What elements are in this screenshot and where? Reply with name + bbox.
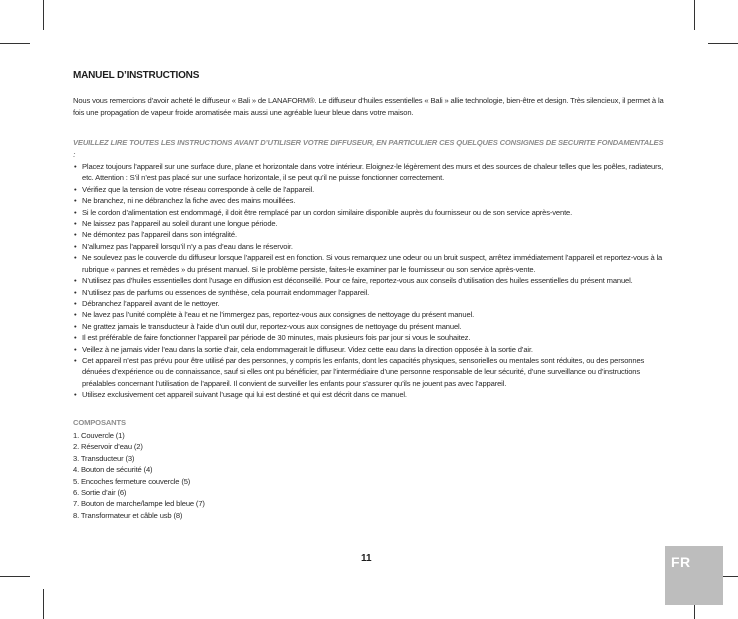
list-item: • Ne lavez pas l’unité complète à l’eau et ne l’immergez pas, reportez-vous aux consignes de nettoyage du présent manuel. [73,309,665,320]
crop-mark [43,0,44,30]
component-item: 4. Bouton de sécurité (4) [73,465,153,475]
list-item: • Ne soulevez pas le couvercle du diffuseur lorsque l’appareil est en fonction. Si vous remarquez une odeur ou un bruit suspect, arrêtez immédiatement l’appareil et reportez-vous à la rubrique « pannes et remèdes » du présent manuel. Si le problème persiste, faites-le examiner par le fournisseur ou son service après-vente. [73,252,665,275]
safety-list [73,161,665,401]
list-item: • Débranchez l’appareil avant de le nettoyer. [73,298,665,309]
crop-mark [0,576,30,577]
components-heading: COMPOSANTS [73,417,126,427]
language-tab [665,546,723,605]
component-item: 5. Encoches fermeture couvercle (5) [73,476,191,486]
component-item: 3. Transducteur (3) [73,453,135,463]
components-list [73,430,665,521]
list-item: • Utilisez exclusivement cet appareil suivant l’usage qui lui est destiné et qui est décrit dans ce manuel. [73,389,665,400]
list-item: • Ne démontez pas l’appareil dans son intégralité. [73,229,665,240]
crop-mark [708,43,738,44]
list-item: • Cet appareil n’est pas prévu pour être utilisé par des personnes, y compris les enfants, dont les capacités physiques, sensorielles ou mentales sont réduites, ou des personnes dénuées d’expérience ou de connaissance, sauf si elles ont pu bénéficier, par l’intermédiaire d’une personne responsable de leur sécurité, d’une surveillance ou d’instructions préalables concernant l’utilisation de l’appareil. Il convient de surveiller les enfants pour s’assurer qu’ils ne jouent pas avec l’appareil. [73,355,665,389]
component-item: 6. Sortie d’air (6) [73,488,127,497]
component-item: 7. Bouton de marche/lampe led bleue (7) [73,499,205,509]
list-item: • Ne branchez, ni ne débranchez la fiche avec des mains mouillées. [73,195,665,206]
safety-warning-heading: VEUILLEZ LIRE TOUTES LES INSTRUCTIONS AVANT D’UTILISER VOTRE DIFFUSEUR, EN PARTICULIER CES QUELQUES CONSIGNES DE SECURITE FONDAMENTALES : [73,138,664,159]
crop-mark [694,0,695,30]
crop-mark [0,43,30,44]
language-tab-label: FR [671,554,691,570]
list-item: • Ne laissez pas l’appareil au soleil durant une longue période. [73,218,665,229]
list-item: • Ne grattez jamais le transducteur à l’aide d’un outil dur, reportez-vous aux consignes de nettoyage du présent manuel. [73,321,665,332]
list-item: • Veillez à ne jamais vider l’eau dans la sortie d’air, cela endommagerait le diffuseur. Videz cette eau dans la direction opposée à la sortie d’air. [73,344,665,355]
list-item: • N’utilisez pas de parfums ou essences de synthèse, cela pourrait endommager l’appareil. [73,287,665,298]
list-item: • N’utilisez pas d’huiles essentielles dont l’usage en diffusion est déconseillé. Pour ce faire, reportez-vous aux conseils d’utilisation des huiles essentielles du présent manuel. [73,275,665,286]
list-item: • Si le cordon d’alimentation est endommagé, il doit être remplacé par un cordon similaire disponible auprès du fournisseur ou de son service après-vente. [73,207,665,218]
list-item: • N’allumez pas l’appareil lorsqu’il n’y a pas d’eau dans le réservoir. [73,241,665,252]
page-number: 11 [361,553,372,564]
component-item: 2. Réservoir d’eau (2) [73,442,143,452]
component-item: 1. Couvercle (1) [73,430,125,440]
manual-page [73,70,665,521]
component-item: 8. Transformateur et câble usb (8) [73,510,183,520]
list-item: • Placez toujours l’appareil sur une surface dure, plane et horizontale dans votre intérieur. Eloignez-le légèrement des murs et des sources de chaleur telles que les poêles, radiateurs, etc. Attention : S’il n’est pas placé sur une surface horizontale, il se peut qu’il ne puisse fonctionner correctement. [73,161,665,184]
list-item: • Il est préférable de faire fonctionner l’appareil par période de 30 minutes, mais plusieurs fois par jour si vous le souhaitez. [73,332,665,343]
intro-paragraph: Nous vous remercions d’avoir acheté le diffuseur « Bali » de LANAFORM®. Le diffuseur d’huiles essentielles « Bali » allie technologie, bien-être et design. Très silencieux, il permet à la fois une propagation de vapeur froide aromatisée mais aussi une agréable lueur bleue dans votre maison. [73,96,664,117]
list-item: • Vérifiez que la tension de votre réseau corresponde à celle de l’appareil. [73,184,665,195]
crop-mark [43,589,44,619]
page-title: MANUEL D’INSTRUCTIONS [73,70,200,81]
